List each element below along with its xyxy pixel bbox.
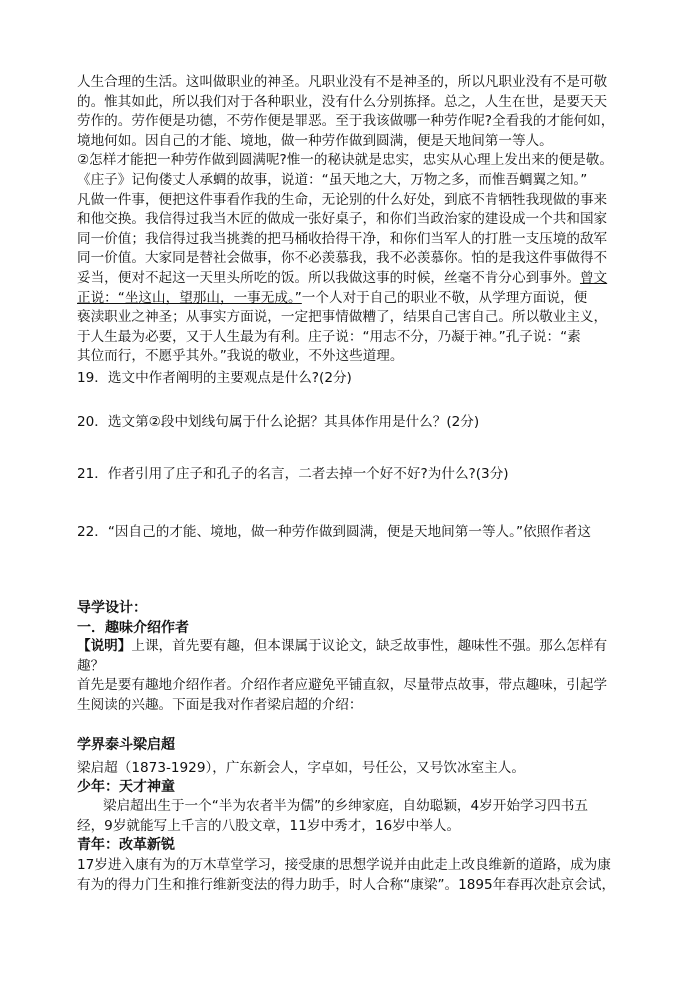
- essay-line: 的。惟其如此，所以我们对于各种职业，没有什么分别拣择。总之，人生在世，是要天天: [77, 93, 608, 110]
- essay-line: ②怎样才能把一种劳作做到圆满呢?惟一的秘诀就是忠实，忠实从心理上发出来的便是敬。: [77, 152, 613, 169]
- youth-line: 经，9岁就能写上千言的八股文章，11岁中秀才，16岁中举人。: [77, 817, 461, 834]
- essay-line: 其位而行，不愿乎其外。”我说的敬业，不外这些道理。: [77, 348, 404, 365]
- bio-line: 梁启超（1873-1929），广东新会人，字卓如，号任公，又号饮冰室主人。: [77, 760, 525, 776]
- adult-heading: 青年：改革新锐: [77, 837, 175, 853]
- underlined-quote: 曾文: [579, 269, 608, 286]
- youth-text: [77, 797, 622, 836]
- essay-line-with-underline: [77, 289, 622, 309]
- youth-line: 梁启超出生于一个“半为农者半为儒”的乡绅家庭，自幼聪颖，4岁开始学习四书五: [103, 798, 588, 814]
- essay-text-segment: 妥当，便对不起这一天里头所吃的饭。所以我做这事的时候，丝毫不肯分心到事外。: [77, 269, 580, 286]
- essay-line: 同一价值。大家同是替社会做事，你不必羡慕我，我不必羡慕你。怕的是我这件事做得不: [77, 250, 608, 267]
- intro-text: 首先是要有趣地介绍作者。介绍作者应避免平铺直叙，尽量带点故事，带点趣味，引起学: [77, 677, 608, 694]
- adult-line: 有为的得力门生和推行维新变法的得力助手，时人合称“康梁”。1895年春再次赴京会试，: [77, 876, 616, 893]
- note-text: 趣？: [77, 657, 105, 674]
- essay-line: 亵渎职业之神圣；从事实方面说，一定把事情做糟了，结果自己害自己。所以敬业主义，: [77, 309, 608, 326]
- essay-line: 于人生最为必要，又于人生最为有利。庄子说：“用志不分，乃凝于神。”孔子说：“素: [77, 328, 581, 345]
- essay-text: [77, 73, 622, 367]
- underlined-quote: 正说：“坐这山，望那山，一事无成。”: [77, 289, 302, 306]
- essay-line: 人生合理的生活。这叫做职业的神圣。凡职业没有不是神圣的，所以凡职业没有不是可敬: [77, 74, 608, 90]
- guide-title: 导学设计：: [77, 600, 147, 616]
- essay-line: 境地何如。因自己的才能、境地，做一种劳作做到圆满，便是天地间第一等人。: [77, 132, 553, 149]
- intro-text: 生阅读的兴趣。下面是我对作者梁启超的介绍：: [77, 696, 363, 713]
- question-21: 21．作者引用了庄子和孔子的名言，二者去掉一个好不好?为什么?(3分): [77, 466, 509, 482]
- essay-line: 同一价值；我信得过我当挑粪的把马桶收拾得干净，和你们当军人的打胜一支压境的敌军: [77, 230, 608, 247]
- section-heading: 一．趣味介绍作者: [77, 620, 189, 636]
- adult-text: [77, 856, 622, 895]
- bio-heading: 学界泰斗梁启超: [77, 737, 175, 753]
- note-text: 上课，首先要有趣，但本课属于议论文，缺乏故事性，趣味性不强。那么怎样有: [131, 638, 608, 654]
- question-22: 22．“因自己的才能、境地，做一种劳作做到圆满，便是天地间第一等人。”依照作者这: [77, 524, 591, 540]
- note-label: 【说明】: [77, 638, 132, 654]
- question-20: 20．选文第②段中划线句属于什么论据？其具体作用是什么？(2分): [77, 414, 480, 430]
- question-19: 19．选文中作者阐明的主要观点是什么?(2分): [77, 370, 352, 386]
- essay-line: 凡做一件事，便把这件事看作我的生命，无论别的什么好处，到底不肯牺牲我现做的事来: [77, 191, 608, 208]
- essay-line: 和他交换。我信得过我当木匠的做成一张好桌子，和你们当政治家的建设成一个共和国家: [77, 211, 608, 228]
- essay-line: 《庄子》记佝偻丈人承蜩的故事，说道：“虽天地之大，万物之多，而惟吾蜩翼之知。”: [77, 171, 588, 188]
- guide-note: [77, 637, 622, 715]
- adult-line: 17岁进入康有为的万木草堂学习，接受康的思想学说并由此走上改良维新的道路，成为康: [77, 857, 611, 873]
- essay-line: 劳作的。劳作便是功德，不劳作便是罪恶。至于我该做哪一种劳作呢?全看我的才能何如，: [77, 113, 615, 130]
- youth-heading: 少年：天才神童: [77, 779, 175, 795]
- essay-line-with-underline: [77, 269, 622, 289]
- essay-text-segment: 一个人对于自己的职业不敬，从学理方面说，便: [301, 289, 588, 306]
